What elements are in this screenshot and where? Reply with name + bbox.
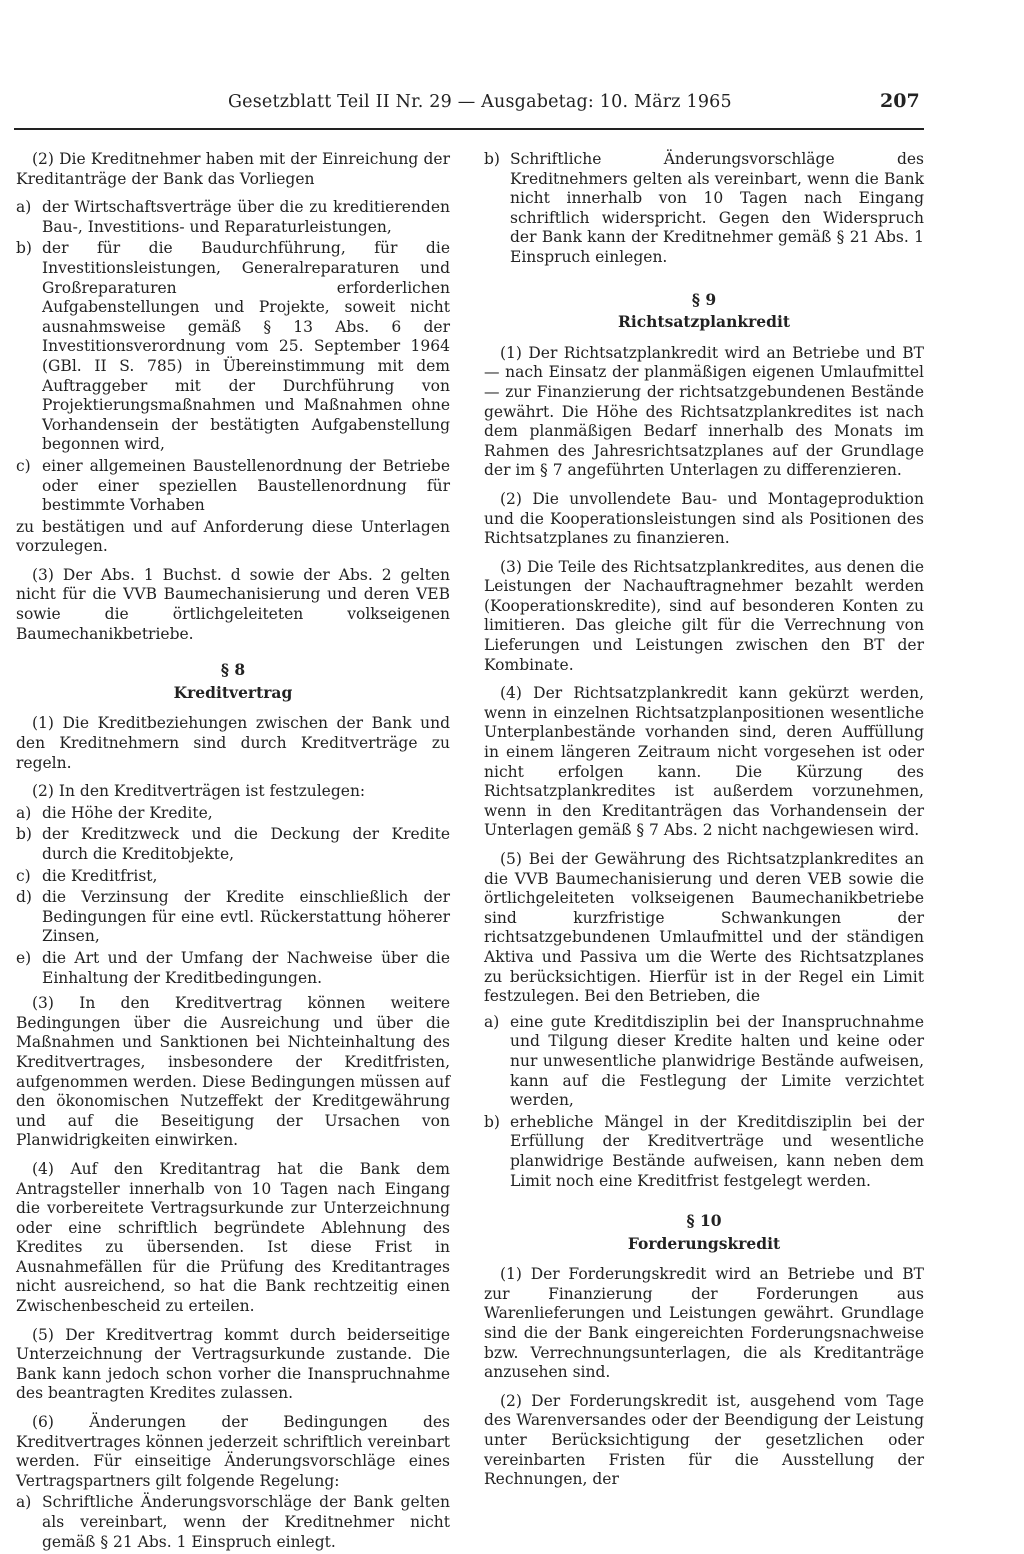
paragraph: (2) Die Kreditnehmer haben mit der Einreichung der Kreditanträge der Bank das Vorliegen [16,150,450,188]
list-item-text: die Art und der Umfang der Nachweise über die Einhaltung der Kreditbedingungen. [42,948,450,987]
list-item [484,150,924,268]
paragraph: (4) Der Richtsatzplankredit kann gekürzt werden, wenn in einzelnen Richtsatzplanpositionen wesentliche Unterplanbestände vorhanden sind, deren Auffüllung in einem längeren Zeitraum nicht vorgesehen ist oder nicht erfolgen kann. Die Kürzung des Richtsatzplankredites ist außerdem vorzunehmen, wenn in den Kreditanträgen das Vorhandensein der Unterlagen gemäß § 7 Abs. 2 nicht nachgewiesen wird. [484,684,924,840]
list-item [484,1113,924,1191]
page-number: 207 [880,90,920,112]
list-item-text: der Kreditzweck und die Deckung der Kredite durch die Kreditobjekte, [42,825,450,863]
list-item-label: c) [16,866,31,885]
paragraph: (2) In den Kreditverträgen ist festzulegen: [32,782,366,801]
list-item [16,867,450,887]
list-item [16,888,450,947]
right-column [484,150,924,1499]
list-item [16,825,450,864]
paragraph: (3) Die Teile des Richtsatzplankredites, aus denen die Leistungen der Nachauftragnehmer bezahlt werden (Kooperationskredite), sind auf besonderen Konten zu limitieren. Das gleiche gilt für die Verrechnung von Lieferungen und Leistungen zwischen den BT der Kombinate. [484,557,924,674]
header-rule [14,128,924,130]
list-item-label: b) [16,239,32,258]
list-item-label: b) [484,1112,500,1131]
list [16,198,450,516]
list-item [16,239,450,455]
section-title: Richtsatzplankredit [617,312,791,332]
paragraph: (3) In den Kreditvertrag können weitere Bedingungen über die Ausreichung und über die Maßnahmen und Sanktionen bei Nichteinhaltung des Kreditvertrages, insbesondere der Kreditfristen, aufgenommen werden. Diese Bedingungen müssen auf den ökonomischen Nutzeffekt der Kreditgewährung und auf die Beseitigung der Ursachen von Planwidrigkeiten einwirken. [16,994,450,1150]
paragraph: (3) Der Abs. 1 Buchst. d sowie der Abs. 2 gelten nicht für die VVB Baumechanisierung und deren VEB sowie die örtlichgeleiteten volkseigenen Baumechanikbetriebe. [16,565,450,643]
section-title: Kreditvertrag [173,682,293,702]
list-item-label: e) [16,948,32,967]
list-item [16,804,450,824]
list-item-text: die Kreditfrist, [42,866,158,885]
list-item-label: c) [16,456,31,475]
list-item-text: Schriftliche Änderungsvorschläge der Bank gelten als vereinbart, wenn der Kreditnehmer nicht gemäß § 21 Abs. 1 Einspruch einlegt. [42,1493,450,1551]
list-item-text: der Wirtschaftsverträge über die zu kreditierenden Bau-, Investitions- und Reparaturleistungen, [42,198,450,236]
list-item-label: a) [16,198,32,217]
paragraph: (2) Die unvollendete Bau- und Montageproduktion und die Kooperationsleistungen sind als Positionen des Richtsatzplanes zu finanzieren. [484,489,924,548]
list-item-label: b) [484,150,500,168]
paragraph: (5) Bei der Gewährung des Richtsatzplankredites an die VVB Baumechanisierung und deren VEB sowie die örtlichgeleiteten volkseigenen Baumechanikbetriebe sind kurzfristige Schwankungen der richtsatzgebundenen Umlaufmittel und der ständigen Aktiva und Passiva um die Werte des Richtsatzplanes zu berücksichtigen. Hierfür ist in der Regel ein Limit festzulegen. Bei den Betrieben, die [484,850,924,1006]
list-item-text: der für die Baudurchführung, für die Investitionsleistungen, Generalreparaturen und Großreparaturen erforderlichen Aufgabenstellungen und Projekte, soweit nicht ausnahmsweise gemäß § 13 Abs. 6 der Investitionsverordnung vom 25. September 1964 (GBl. II S. 785) in Übereinstimmung mit dem Auftraggeber mit der Durchführung von Projektierungsmaßnahmen und Maßnahmen ohne Vorhandensein der bestätigten Aufgabenstellung begonnen wird, [42,239,450,454]
list-item-text: Schriftliche Änderungsvorschläge des Kreditnehmers gelten als vereinbart, wenn die Bank nicht innerhalb von 10 Tagen nach Eingang schriftlich widerspricht. Gegen den Widerspruch der Bank kann der Kreditnehmer gemäß § 21 Abs. 1 Einspruch einlegen. [510,150,924,266]
list [484,150,924,268]
list [16,804,450,988]
paragraph: (1) Der Richtsatzplankredit wird an Betriebe und BT — nach Einsatz der planmäßigen eigenen Umlaufmittel — zur Finanzierung der richtsatzgebundenen Bestände gewährt. Die Höhe des Richtsatzplankredites ist nach dem planmäßigen Bedarf innerhalb des Monats im Rahmen des Jahresrichtsatzplanes auf der Grundlage der im § 7 angeführten Unterlagen zu differenzieren. [484,343,924,480]
list-item [484,1013,924,1111]
list-item [16,198,450,237]
list-item-text: eine gute Kreditdisziplin bei der Inanspruchnahme und Tilgung dieser Kredite halten und keine oder nur unwesentliche planwidrige Bestände aufweisen, kann auf die Festlegung der Limite verzichtet werden, [510,1012,924,1110]
list-item-label: a) [16,1493,32,1512]
paragraph: (2) Der Forderungskredit ist, ausgehend vom Tage des Warenversandes oder der Beendigung der Leistung unter Berücksichtigung der gesetzlichen oder vereinbarten Fristen für die Ausstellung der Rechnungen, der [484,1391,924,1489]
paragraph: (4) Auf den Kreditantrag hat die Bank dem Antragsteller innerhalb von 10 Tagen nach Eingang die vorbereitete Vertragsurkunde zur Unterzeichnung oder eine schriftlich begründete Ablehnung des Kredites zu übersenden. Ist diese Frist in Ausnahmefällen für die Prüfung des Kreditantrages nicht ausreichend, so hat die Bank rechtzeitig einen Zwischenbescheid zu erteilen. [16,1159,450,1316]
list-item-label: d) [16,888,32,907]
list-item-text: die Verzinsung der Kredite einschließlich der Bedingungen für eine evtl. Rückerstattung höherer Zinsen, [42,888,450,946]
page-header [0,88,1024,128]
section-title: Forderungskredit [627,1233,781,1253]
section-number: § 10 [686,1211,722,1231]
list-item [16,949,450,988]
paragraph: (1) Die Kreditbeziehungen zwischen der Bank und den Kreditnehmern sind durch Kreditverträge zu regeln. [16,714,450,772]
section-number: § 9 [691,289,717,309]
list-item-text: die Höhe der Kredite, [42,803,213,822]
list-item [16,457,450,516]
paragraph: (6) Änderungen der Bedingungen des Kreditvertrages können jederzeit schriftlich vereinbart werden. Für einseitige Änderungsvorschläge eines Vertragspartners gilt folgende Regelung: [16,1413,450,1490]
list-item-text: erhebliche Mängel in der Kreditdisziplin bei der Erfüllung der Kreditverträge und wesentliche planwidrige Bestände aufweisen, kann neben dem Limit noch eine Kreditfrist festgelegt werden. [510,1112,924,1190]
list-item-label: a) [16,803,32,822]
paragraph: zu bestätigen und auf Anforderung diese Unterlagen vorzulegen. [16,517,450,556]
list [484,1013,924,1191]
section-number: § 8 [220,660,246,680]
list-item-text: einer allgemeinen Baustellenordnung der Betriebe oder einer speziellen Baustellenordnung für bestimmte Vorhaben [42,456,450,515]
gazette-title: Gesetzblatt Teil II Nr. 29 — Ausgabetag: 10. März 1965 [228,92,732,112]
paragraph: (5) Der Kreditvertrag kommt durch beiderseitige Unterzeichnung der Vertragsurkunde zustande. Die Bank kann jedoch schon vorher die Inanspruchnahme des beantragten Kredites zulassen. [16,1325,450,1403]
list-item-label: a) [484,1012,500,1031]
list-item-label: b) [16,825,32,844]
left-column [16,150,450,1554]
paragraph: (1) Der Forderungskredit wird an Betriebe und BT zur Finanzierung der Forderungen aus Warenlieferungen und Leistungen gewährt. Grundlage sind die der Bank eingereichten Forderungsnachweise bzw. Verrechnungsunterlagen, die als Kreditanträge anzusehen sind. [484,1265,924,1382]
